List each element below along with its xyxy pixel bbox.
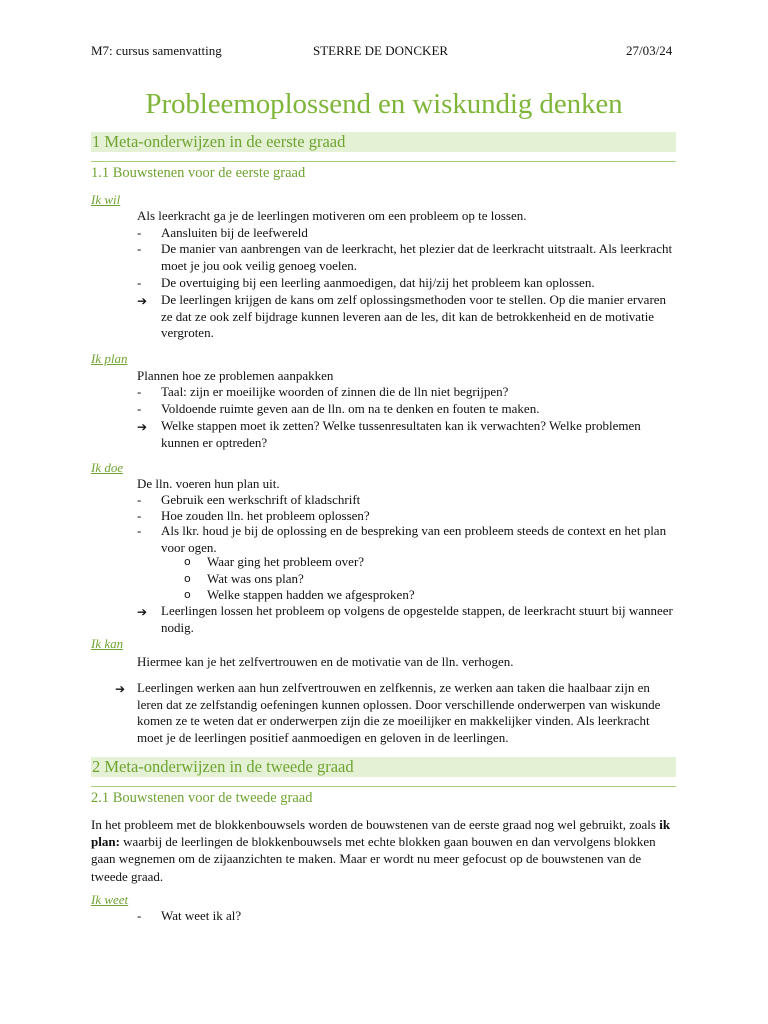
list-item-text: Hoe zouden lln. het probleem oplossen? xyxy=(161,508,370,523)
circle-bullet-icon: o xyxy=(184,588,191,601)
section-2-paragraph xyxy=(91,816,677,885)
dash-marker: - xyxy=(137,225,142,240)
list-item-text: Als lkr. houd je bij de oplossing en de bespreking van een probleem steeds de context en het plan voor ogen. xyxy=(161,523,667,555)
section-1-rule xyxy=(91,161,676,162)
arrow-right-icon: ➔ xyxy=(115,682,126,696)
list-item xyxy=(137,241,677,274)
paragraph-text: In het probleem met de blokkenbouwsels worden de bouwstenen van de eerste graad nog wel gebruikt, zoals xyxy=(91,817,660,832)
dash-marker: - xyxy=(137,908,142,923)
header-course: M7: cursus samenvatting xyxy=(91,43,222,58)
sub-list-item-text: Waar ging het probleem over? xyxy=(207,554,365,569)
list-item-text: Aansluiten bij de leefwereld xyxy=(161,225,308,240)
list-item xyxy=(137,384,677,401)
header-date: 27/03/24 xyxy=(626,43,673,58)
arrow-item xyxy=(137,292,677,342)
ik-plan-intro: Plannen hoe ze problemen aanpakken xyxy=(137,368,334,383)
dash-marker: - xyxy=(137,508,142,523)
paragraph-bold-text: ik plan: xyxy=(91,817,671,850)
list-item-text: Gebruik een werkschrift of kladschrift xyxy=(161,492,361,507)
paragraph-text: waarbij de leerlingen de blokkenbouwsels met echte blokken gaan bouwen en dan vervolgens blokken gaan wegnemen om de zijaanzichten te maken. Maar er wordt nu meer gefocust op de bouwstenen van de tweede graad. xyxy=(91,834,656,884)
dash-marker: - xyxy=(137,523,142,538)
sub-list-item-text: Wat was ons plan? xyxy=(207,571,304,586)
sub-list-item xyxy=(184,571,304,588)
header-author: STERRE DE DONCKER xyxy=(313,43,449,58)
list-item-text: Taal: zijn er moeilijke woorden of zinnen die de lln niet begrijpen? xyxy=(161,384,509,399)
circle-bullet-icon: o xyxy=(184,572,191,585)
dash-marker: - xyxy=(137,384,142,399)
arrow-item-text: Leerlingen werken aan hun zelfvertrouwen en zelfkennis, ze werken aan taken die haalbaar zijn en leren dat ze zelfstandig oefeningen kunnen oplossen. Door verschillende onderwerpen van wiskunde komen ze te weten dat er onderwerpen zijn die ze moeilijker en makkelijker vinden. Als leerkracht moet je de leerlingen positief aanmoedigen en geloven in de leerlingen. xyxy=(137,680,661,745)
list-item-text: Voldoende ruimte geven aan de lln. om na te denken en fouten te maken. xyxy=(161,401,540,416)
label-ik-wil: Ik wil xyxy=(91,192,121,207)
dash-marker: - xyxy=(137,241,142,256)
label-ik-doe: Ik doe xyxy=(91,460,124,475)
dash-marker: - xyxy=(137,275,142,290)
section-2-rule xyxy=(91,786,676,787)
list-item-text: De overtuiging bij een leerling aanmoedigen, dat hij/zij het probleem kan oplossen. xyxy=(161,275,595,290)
label-ik-weet: Ik weet xyxy=(91,892,129,907)
arrow-item-text: Welke stappen moet ik zetten? Welke tussenresultaten kan ik verwachten? Welke problemen kunnen er optreden? xyxy=(161,418,641,450)
list-item xyxy=(137,908,677,925)
list-item xyxy=(137,401,677,418)
label-ik-plan: Ik plan xyxy=(91,351,128,366)
arrow-item-text: De leerlingen krijgen de kans om zelf oplossingsmethoden voor te stellen. Op die manier ervaren ze dat ze ook zelf bijdrage kunnen leveren aan de les, dit kan de betrokkenheid en de motivatie vergroten. xyxy=(161,292,667,341)
list-item xyxy=(137,523,677,556)
section-2-1-heading: 2.1 Bouwstenen voor de tweede graad xyxy=(91,790,313,806)
list-item xyxy=(137,275,677,292)
label-ik-kan: Ik kan xyxy=(91,636,124,651)
sub-list-item xyxy=(184,554,364,571)
arrow-item-text: Leerlingen lossen het probleem op volgens de opgestelde stappen, de leerkracht stuurt bij wanneer nodig. xyxy=(161,603,673,635)
list-item-text: De manier van aanbrengen van de leerkracht, het plezier dat de leerkracht uitstraalt. Als leerkracht moet je jou ook veilig genoeg voelen. xyxy=(161,241,673,273)
sub-list-item-text: Welke stappen hadden we afgesproken? xyxy=(207,587,415,602)
list-item xyxy=(137,492,677,509)
arrow-right-icon: ➔ xyxy=(137,294,148,308)
list-item-text: Wat weet ik al? xyxy=(161,908,242,923)
circle-bullet-icon: o xyxy=(184,555,191,568)
dash-marker: - xyxy=(137,401,142,416)
ik-kan-intro: Hiermee kan je het zelfvertrouwen en de motivatie van de lln. verhogen. xyxy=(137,654,514,669)
ik-doe-intro: De lln. voeren hun plan uit. xyxy=(137,476,280,491)
arrow-item xyxy=(137,603,677,636)
document-title: Probleemoplossend en wiskundig denken xyxy=(145,88,623,120)
list-item xyxy=(137,225,677,242)
arrow-right-icon: ➔ xyxy=(137,605,148,619)
section-1-1-heading: 1.1 Bouwstenen voor de eerste graad xyxy=(91,165,306,181)
arrow-right-icon: ➔ xyxy=(137,420,148,434)
section-1-heading: 1 Meta-onderwijzen in de eerste graad xyxy=(91,132,676,152)
arrow-item xyxy=(137,418,677,451)
section-2-heading: 2 Meta-onderwijzen in de tweede graad xyxy=(91,757,676,777)
ik-wil-intro: Als leerkracht ga je de leerlingen motiveren om een probleem op te lossen. xyxy=(137,208,527,223)
sub-list-item xyxy=(184,587,415,604)
dash-marker: - xyxy=(137,492,142,507)
arrow-item xyxy=(115,680,677,746)
